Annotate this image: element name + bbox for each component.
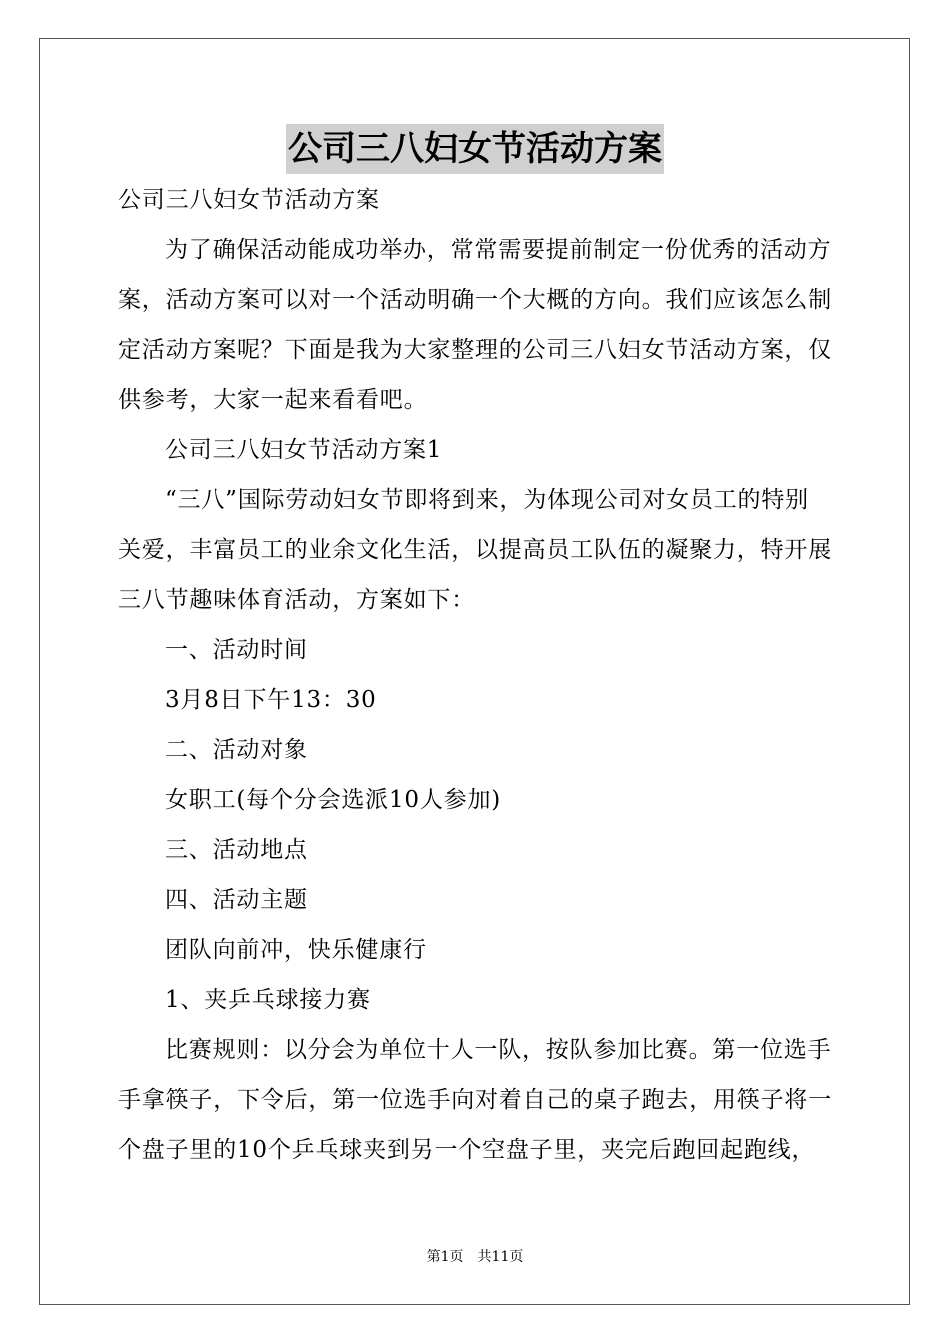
document-title <box>0 124 950 174</box>
body-line: 定活动方案呢？下面是我为大家整理的公司三八妇女节活动方案，仅 <box>118 337 832 363</box>
body-line: 比赛规则：以分会为单位十人一队，按队参加比赛。第一位选手 <box>165 1037 832 1063</box>
body-line: 公司三八妇女节活动方案 <box>118 187 380 213</box>
body-line: 一、活动时间 <box>165 637 308 663</box>
body-line: 3月8日下午13：30 <box>165 687 377 713</box>
body-line: 供参考，大家一起来看看吧。 <box>118 387 428 413</box>
body-line: 三、活动地点 <box>165 837 308 863</box>
body-line: 手拿筷子，下令后，第一位选手向对着自己的桌子跑去，用筷子将一 <box>118 1087 832 1113</box>
body-line: 二、活动对象 <box>165 737 308 763</box>
body-line: 案，活动方案可以对一个活动明确一个大概的方向。我们应该怎么制 <box>118 287 832 313</box>
body-line: 个盘子里的10个乒乓球夹到另一个空盘子里，夹完后跑回起跑线， <box>118 1137 816 1163</box>
body-line: “三八”国际劳动妇女节即将到来，为体现公司对女员工的特别 <box>165 487 809 513</box>
body-line: 为了确保活动能成功举办，常常需要提前制定一份优秀的活动方 <box>165 237 832 263</box>
body-line: 女职工(每个分会选派10人参加) <box>165 787 502 813</box>
body-line: 关爱，丰富员工的业余文化生活，以提高员工队伍的凝聚力，特开展 <box>118 537 832 563</box>
document-title-text: 公司三八妇女节活动方案 <box>286 124 664 174</box>
body-line: 团队向前冲，快乐健康行 <box>165 937 427 963</box>
body-line: 四、活动主题 <box>165 887 308 913</box>
body-line: 1、夹乒乓球接力赛 <box>165 987 371 1013</box>
document-body <box>118 175 834 1175</box>
page-footer: 第1页 共11页 <box>426 1249 524 1265</box>
body-line: 三八节趣味体育活动，方案如下： <box>118 587 475 613</box>
body-line: 公司三八妇女节活动方案1 <box>165 437 443 463</box>
